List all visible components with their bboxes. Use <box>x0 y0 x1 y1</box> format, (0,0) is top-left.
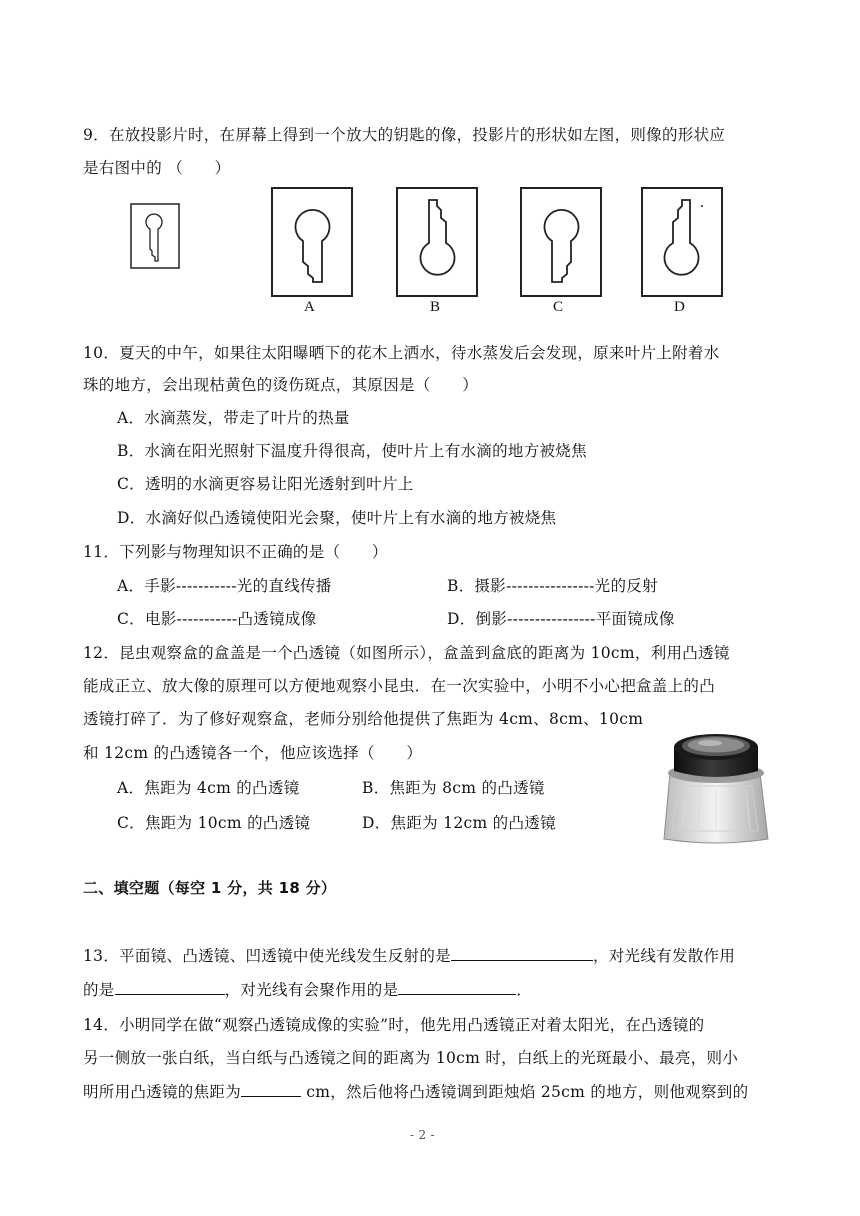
q12-option-c: C．焦距为 10cm 的凸透镜 <box>117 814 311 832</box>
q12-option-b: B．焦距为 8cm 的凸透镜 <box>362 779 545 797</box>
option-c-label: C <box>553 299 564 315</box>
q13-line1-text-b: ，对光线有发散作用 <box>592 947 736 965</box>
q13-line2-text-b: ，对光线有会聚作用的是 <box>224 981 399 999</box>
q10-option-c: C．透明的水滴更容易让阳光透射到叶片上 <box>117 475 414 493</box>
q11-option-b: B．摄影----------------光的反射 <box>447 577 658 595</box>
option-b-figure <box>395 186 479 298</box>
answer-blank-1[interactable] <box>451 944 593 961</box>
option-d-figure <box>640 186 724 298</box>
q13-line2-text-c: ． <box>516 981 533 999</box>
q13-line2-text-a: 的是 <box>83 981 115 999</box>
section2-title: 二、填空题（每空 1 分，共 18 分） <box>83 879 337 897</box>
q14-line1: 14．小明同学在做“观察凸透镜成像的实验”时，他先用凸透镜正对着太阳光，在凸透镜的 <box>83 1016 705 1034</box>
option-c-figure <box>519 186 603 298</box>
slide-key-figure <box>130 203 180 269</box>
q14-line3-text-a: 明所用凸透镜的焦距为 <box>83 1083 242 1101</box>
q13-line2 <box>83 978 532 1000</box>
q12-line4: 和 12cm 的凸透镜各一个，他应该选择（ ） <box>83 744 423 762</box>
q9-line1: 9．在放投影片时，在屏幕上得到一个放大的钥匙的像，投影片的形状如左图，则像的形状应 <box>83 126 726 144</box>
q10-option-d: D．水滴好似凸透镜使阳光会聚，使叶片上有水滴的地方被烧焦 <box>117 509 557 527</box>
q11-option-a: A．手影-----------光的直线传播 <box>117 577 332 595</box>
answer-blank-3[interactable] <box>398 978 516 995</box>
q9-line2: 是右图中的 （ ） <box>83 159 231 177</box>
answer-blank-2[interactable] <box>115 978 225 995</box>
q11-option-d: D．倒影----------------平面镜成像 <box>447 610 675 628</box>
q13-line1 <box>83 944 735 966</box>
q12-option-a: A．焦距为 4cm 的凸透镜 <box>117 779 300 797</box>
q12-line2: 能成正立、放大像的原理可以方便地观察小昆虫．在一次实验中，小明不小心把盒盖上的凸 <box>83 677 716 695</box>
q10-line1: 10．夏天的中午，如果往太阳曝晒下的花木上洒水，待水蒸发后会发现，原来叶片上附着水 <box>83 344 720 362</box>
q12-line3: 透镜打碎了．为了修好观察盒，老师分别给他提供了焦距为 4cm、8cm、10cm <box>83 710 644 728</box>
q10-line2: 珠的地方，会出现枯黄色的烫伤斑点，其原因是（ ） <box>83 376 479 394</box>
q14-line3-text-b: cm，然后他将凸透镜调到距烛焰 25cm 的地方，则他观察到的 <box>301 1083 749 1101</box>
q11-stem: 11．下列影与物理知识不正确的是（ ） <box>83 543 388 561</box>
q14-line3 <box>83 1080 748 1102</box>
q13-line1-text-a: 13．平面镜、凸透镜、凹透镜中使光线发生反射的是 <box>83 947 451 965</box>
q14-line2: 另一侧放一张白纸，当白纸与凸透镜之间的距离为 10cm 时，白纸上的光斑最小、最亮，则小 <box>83 1049 739 1067</box>
page-number: - 2 - <box>410 1128 435 1142</box>
q10-option-b: B．水滴在阳光照射下温度升得很高，使叶片上有水滴的地方被烧焦 <box>117 442 587 460</box>
answer-blank-4[interactable] <box>241 1080 301 1097</box>
q12-option-d: D．焦距为 12cm 的凸透镜 <box>362 814 556 832</box>
option-b-label: B <box>430 299 441 315</box>
option-a-figure <box>270 186 354 298</box>
q12-line1: 12．昆虫观察盒的盒盖是一个凸透镜（如图所示），盒盖到盒底的距离为 10cm，利用凸透镜 <box>83 644 730 662</box>
option-a-label: A <box>304 299 315 315</box>
option-d-label: D <box>674 299 685 315</box>
q11-option-c: C．电影-----------凸透镜成像 <box>117 610 317 628</box>
q10-option-a: A．水滴蒸发，带走了叶片的热量 <box>117 409 350 427</box>
insect-box-photo <box>660 731 772 846</box>
